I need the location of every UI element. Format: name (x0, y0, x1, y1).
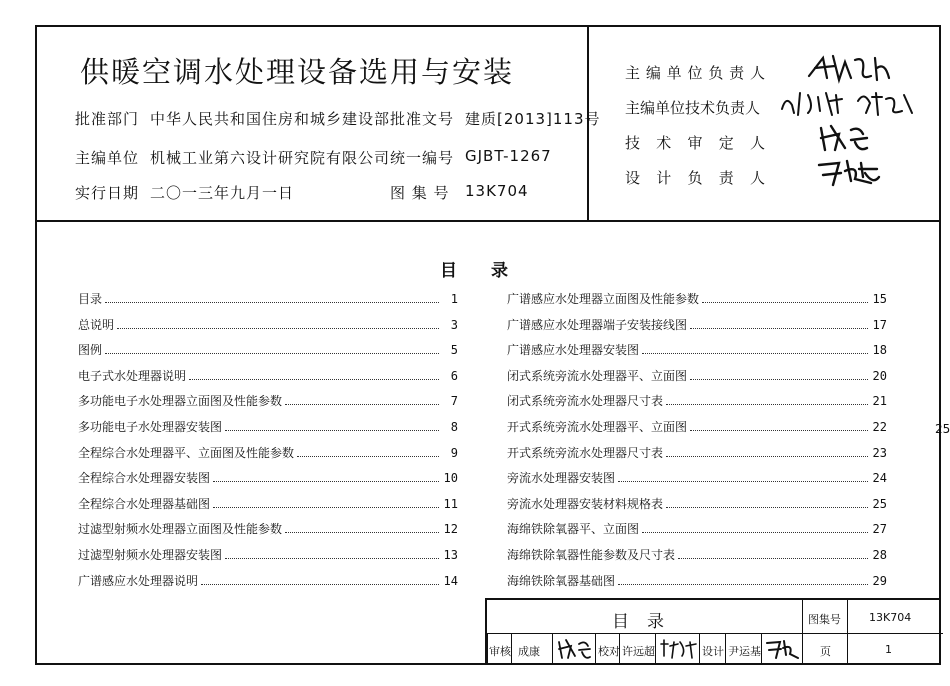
toc-item-title: 多功能电子水处理器安装图 (78, 419, 223, 434)
toc-item-page: 5 (450, 343, 458, 358)
toc-item-title: 海绵铁除氧器基础图 (507, 573, 616, 588)
toc-item-title: 开式系统旁流水处理器尺寸表 (507, 445, 664, 460)
toc-item (78, 469, 458, 495)
toc-left-column (78, 290, 458, 597)
drawing-title: 目录 (612, 612, 682, 632)
toc-item (507, 367, 887, 393)
toc-leader-dots (666, 507, 868, 508)
title-block (485, 598, 941, 665)
toc-leader-dots (666, 404, 868, 405)
toc-item-page: 29 (872, 573, 887, 588)
toc-item-title: 海绵铁除氧器平、立面图 (507, 522, 640, 537)
toc-item-title: 过滤型射频水处理器安装图 (78, 547, 223, 562)
toc-item (78, 520, 458, 546)
toc-item-page: 10 (443, 471, 458, 486)
design-label: 设计 (702, 645, 724, 658)
toc-item (78, 290, 458, 316)
toc-item (507, 469, 887, 495)
resp-label-designer: 设计负责人 (625, 169, 765, 187)
toc-item (78, 418, 458, 444)
toc-right-column (507, 290, 887, 597)
toc-item-title: 电子式水处理器说明 (78, 368, 187, 383)
editor-unit-label: 主编单位 (75, 149, 140, 167)
toc-leader-dots (678, 558, 868, 559)
review-label: 审核 (489, 645, 511, 658)
toc-item-page: 24 (872, 471, 887, 486)
toc-item-page: 11 (443, 496, 458, 511)
toc-leader-dots (642, 353, 868, 354)
atlas-no-label: 图 集 号 (390, 184, 450, 202)
unified-no-label: 统一编号 (390, 149, 455, 167)
designer-name: 尹运基 (728, 645, 761, 658)
toc-item (78, 546, 458, 572)
toc-leader-dots (642, 532, 868, 533)
toc-heading: 目 录 (440, 261, 508, 281)
toc-item (507, 316, 887, 342)
book-title: 供暖空调水处理设备选用与安装 (80, 55, 515, 89)
toc-item (78, 392, 458, 418)
toc-item (507, 572, 887, 598)
toc-item (507, 392, 887, 418)
unified-no: GJBT-1267 (465, 147, 552, 165)
toc-item-title: 全程综合水处理器平、立面图及性能参数 (78, 445, 295, 460)
stray-mark: 25 (935, 422, 950, 436)
toc-item-page: 25 (872, 496, 887, 511)
toc-item-page: 28 (872, 547, 887, 562)
toc-leader-dots (690, 379, 868, 380)
toc-item-page: 18 (872, 343, 887, 358)
approval-dept: 中华人民共和国住房和城乡建设部 (150, 110, 391, 128)
toc-leader-dots (201, 584, 439, 585)
approval-doc-label: 批准文号 (390, 110, 455, 128)
effective-date: 二〇一三年九月一日 (150, 184, 295, 202)
toc-leader-dots (702, 302, 868, 303)
toc-item (507, 444, 887, 470)
toc-leader-dots (225, 430, 439, 431)
toc-leader-dots (105, 353, 439, 354)
page-label: 页 (820, 645, 831, 658)
effective-date-label: 实行日期 (75, 184, 140, 202)
toc-item-title: 闭式系统旁流水处理器尺寸表 (507, 394, 664, 409)
toc-item (78, 572, 458, 598)
toc-leader-dots (297, 456, 439, 457)
toc-item-page: 3 (450, 317, 458, 332)
signature-chief-editor (805, 52, 895, 86)
toc-item (507, 341, 887, 367)
approval-dept-label: 批准部门 (75, 110, 140, 128)
toc-leader-dots (225, 558, 439, 559)
toc-item-title: 广谱感应水处理器立面图及性能参数 (507, 292, 700, 306)
signature-tech-chief (778, 87, 918, 119)
toc-item-page: 15 (872, 292, 887, 306)
toc-item (78, 495, 458, 521)
toc-item-title: 旁流水处理器安装材料规格表 (507, 496, 664, 511)
toc-item-title: 旁流水处理器安装图 (507, 471, 616, 486)
reviewer-signature (555, 636, 593, 662)
toc-item-title: 过滤型射频水处理器立面图及性能参数 (78, 522, 283, 537)
toc-item-title: 图例 (78, 343, 103, 358)
toc-leader-dots (105, 302, 439, 303)
check-label: 校对 (598, 645, 620, 658)
toc-item-title: 闭式系统旁流水处理器平、立面图 (507, 368, 688, 383)
toc-item-title: 海绵铁除氧器性能参数及尺寸表 (507, 547, 676, 562)
toc-item-title: 目录 (78, 292, 103, 306)
toc-leader-dots (618, 584, 868, 585)
toc-leader-dots (285, 404, 439, 405)
toc-item-page: 6 (450, 368, 458, 383)
toc-item-page: 8 (450, 419, 458, 434)
resp-label-chief-editor: 主编单位负责人 (625, 64, 765, 82)
toc-item (507, 495, 887, 521)
toc-item (78, 444, 458, 470)
checker-signature (658, 636, 698, 662)
atlas-no: 13K704 (465, 182, 529, 200)
toc-leader-dots (213, 507, 439, 508)
toc-leader-dots (117, 328, 439, 329)
toc-item (78, 316, 458, 342)
toc-leader-dots (189, 379, 439, 380)
toc-leader-dots (285, 532, 439, 533)
toc-item-page: 22 (872, 419, 887, 434)
toc-item (78, 367, 458, 393)
toc-item-title: 总说明 (78, 317, 115, 332)
toc-item (507, 418, 887, 444)
toc-item (507, 520, 887, 546)
toc-item-title: 全程综合水处理器基础图 (78, 496, 211, 511)
toc-item (507, 290, 887, 316)
signature-designer (815, 155, 885, 191)
toc-item-page: 17 (872, 317, 887, 332)
toc-item-page: 20 (872, 368, 887, 383)
toc-item-page: 27 (872, 522, 887, 537)
checker-name: 许远超 (622, 645, 655, 658)
reviewer-name: 成康 (518, 645, 540, 658)
resp-label-reviewer: 技术审定人 (625, 134, 765, 152)
toc-item-page: 14 (443, 573, 458, 588)
toc-leader-dots (618, 481, 868, 482)
toc-item-page: 9 (450, 445, 458, 460)
toc-leader-dots (690, 430, 868, 431)
toc-item-title: 全程综合水处理器安装图 (78, 471, 211, 486)
toc-item-title: 广谱感应水处理器安装图 (507, 343, 640, 358)
toc-item-title: 开式系统旁流水处理器平、立面图 (507, 419, 688, 434)
toc-item-page: 23 (872, 445, 887, 460)
signature-reviewer (815, 120, 875, 156)
approval-doc: 建质[2013]113号 (465, 110, 601, 128)
toc-item-title: 多功能电子水处理器立面图及性能参数 (78, 394, 283, 409)
designer-signature (764, 636, 800, 662)
toc-item (507, 546, 887, 572)
toc-item-page: 13 (443, 547, 458, 562)
toc-item-page: 1 (450, 292, 458, 306)
toc-item (78, 341, 458, 367)
title-block-atlas-no: 13K704 (869, 611, 912, 624)
toc-item-page: 21 (872, 394, 887, 409)
header-divider-horizontal (35, 220, 941, 222)
page-number: 1 (885, 643, 892, 656)
resp-label-tech-chief: 主编单位技术负责人 (625, 99, 761, 117)
atlas-label: 图集号 (808, 613, 841, 626)
toc-leader-dots (666, 456, 868, 457)
toc-item-title: 广谱感应水处理器端子安装接线图 (507, 317, 688, 332)
editor-unit: 机械工业第六设计研究院有限公司 (150, 149, 391, 167)
toc-leader-dots (690, 328, 868, 329)
toc-item-page: 12 (443, 522, 458, 537)
toc-leader-dots (213, 481, 439, 482)
toc-item-title: 广谱感应水处理器说明 (78, 573, 199, 588)
toc-item-page: 7 (450, 394, 458, 409)
